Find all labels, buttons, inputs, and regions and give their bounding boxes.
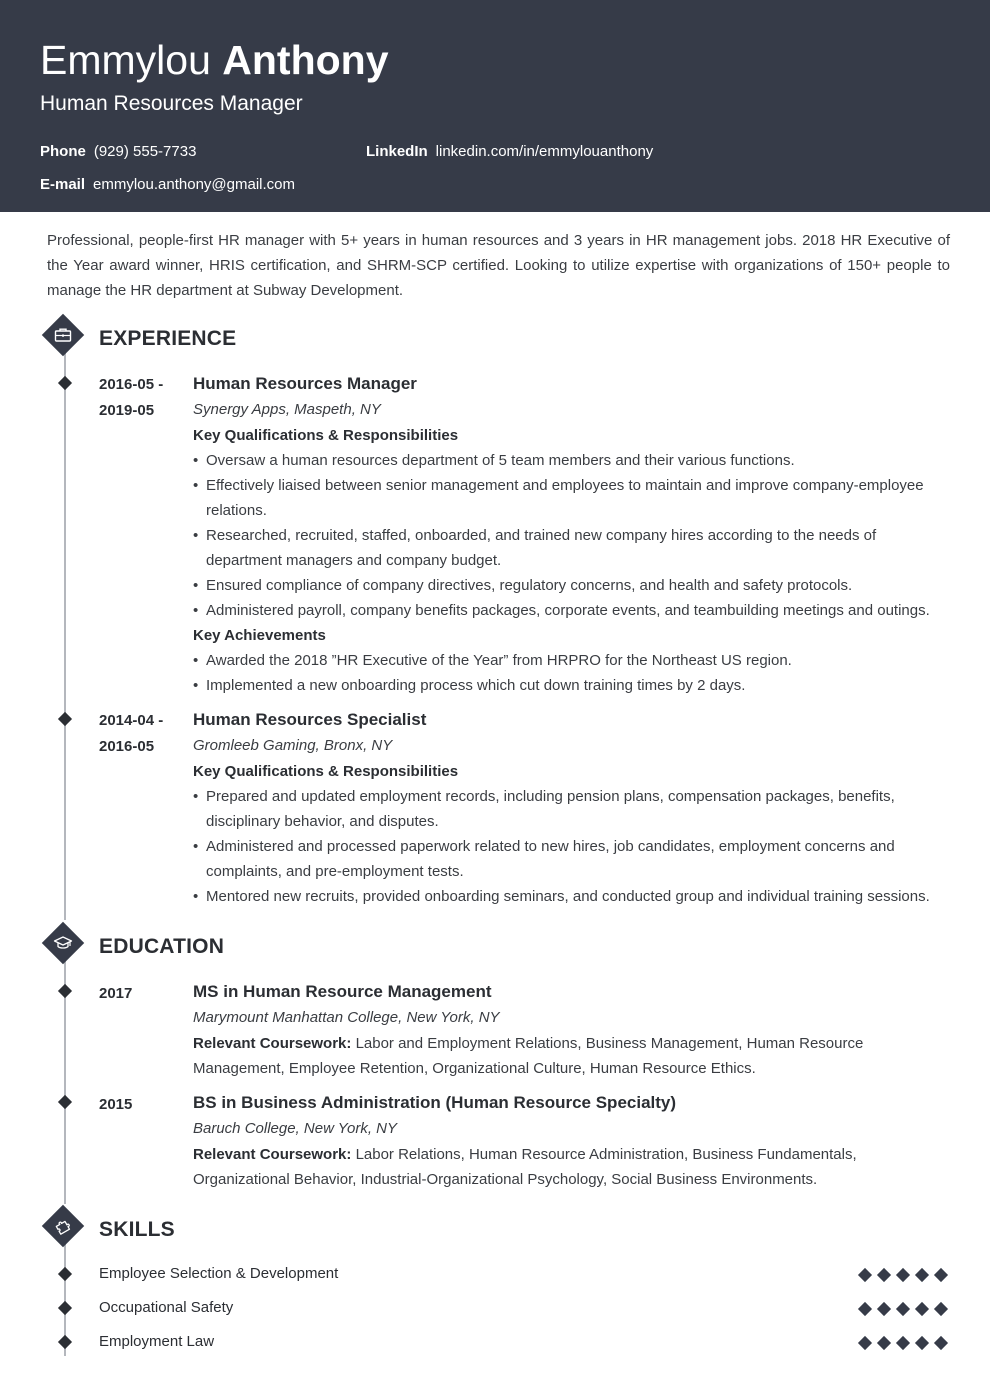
- responsibilities-heading: Key Qualifications & Responsibilities: [193, 763, 459, 780]
- briefcase-icon: [53, 325, 73, 345]
- job-title: Human Resources Specialist: [193, 710, 427, 729]
- rating-diamond: [858, 1302, 872, 1316]
- date-end: 2019-05: [99, 402, 155, 419]
- date-end: 2016-05: [99, 738, 155, 755]
- timeline-marker: [58, 1267, 72, 1281]
- linkedin-label: LinkedIn: [366, 143, 428, 160]
- email-label: E-mail: [40, 176, 86, 193]
- contact-linkedin: [366, 142, 653, 162]
- rating-diamond: [858, 1268, 872, 1282]
- contact-email: [40, 175, 295, 195]
- school: Baruch College, New York, NY: [193, 1120, 397, 1137]
- coursework: [193, 1031, 950, 1081]
- list-item: • Ensured compliance of company directives, regulatory concerns, and health and safety protocols.: [193, 573, 950, 598]
- list-item: • Researched, recruited, staffed, onboarded, and trained new company hires according to the needs of department managers and company budget.: [193, 523, 950, 573]
- education-year: 2015: [99, 1096, 133, 1113]
- timeline-marker: [58, 712, 72, 726]
- job-title: Human Resources Manager: [40, 92, 303, 115]
- rating-diamond: [877, 1302, 891, 1316]
- education-entry: [193, 979, 950, 1081]
- rating-diamond: [915, 1268, 929, 1282]
- timeline-marker: [58, 1335, 72, 1349]
- rating-diamond: [896, 1268, 910, 1282]
- first-name: Emmylou: [40, 37, 211, 83]
- degree: MS in Human Resource Management: [193, 982, 492, 1001]
- company: Synergy Apps, Maspeth, NY: [193, 401, 381, 418]
- rating-diamond: [858, 1336, 872, 1350]
- job-dates: [99, 372, 179, 424]
- graduation-cap-icon: [53, 933, 73, 953]
- job-title: Human Resources Manager: [193, 374, 417, 393]
- timeline-marker: [58, 1301, 72, 1315]
- contact-phone: [40, 142, 196, 162]
- rating-diamond: [934, 1302, 948, 1316]
- job-entry: [193, 707, 950, 909]
- timeline-marker: [58, 984, 72, 998]
- experience-timeline-line: [64, 352, 66, 920]
- education-section-icon: [48, 928, 82, 962]
- list-item: • Mentored new recruits, provided onboarding seminars, and conducted group and individual training sessions.: [193, 884, 950, 909]
- coursework-list: Labor Relations, Human Resource Administration, Business Fundamentals, Organizational Behavior, Industrial-Organizational Psychology, Social Business Environments.: [193, 1146, 857, 1188]
- list-item: • Awarded the 2018 ”HR Executive of the Year” from HRPRO for the Northeast US region.: [193, 648, 950, 673]
- linkedin-link[interactable]: linkedin.com/in/emmylouanthony: [435, 143, 654, 160]
- coursework-list: Labor and Employment Relations, Business Management, Human Resource Management, Employee Retention, Organizational Culture, Human Resource Ethics.: [193, 1035, 864, 1077]
- job-entry: [193, 371, 950, 698]
- list-item: • Implemented a new onboarding process which cut down training times by 2 days.: [193, 673, 950, 698]
- experience-section-icon: [48, 320, 82, 354]
- responsibilities-list: [193, 448, 950, 623]
- rating-diamond: [934, 1336, 948, 1350]
- skill-name: Occupational Safety: [99, 1299, 234, 1316]
- rating-diamond: [934, 1268, 948, 1282]
- responsibilities-list: [193, 784, 950, 909]
- rating-diamond: [896, 1336, 910, 1350]
- list-item: • Administered and processed paperwork related to new hires, job candidates, employment concerns and complaints, and pre-employment tests.: [193, 834, 950, 884]
- date-start: 2014-04 -: [99, 712, 164, 729]
- degree: BS in Business Administration (Human Resource Specialty): [193, 1093, 677, 1112]
- skill-rating: [858, 1268, 948, 1282]
- list-item: • Effectively liaised between senior management and employees to maintain and improve company-employee relations.: [193, 473, 950, 523]
- skills-heading: SKILLS: [99, 1218, 175, 1241]
- experience-heading: EXPERIENCE: [99, 327, 237, 350]
- school: Marymount Manhattan College, New York, NY: [193, 1009, 500, 1026]
- rating-diamond: [915, 1336, 929, 1350]
- phone-label: Phone: [40, 143, 86, 160]
- list-item: • Administered payroll, company benefits packages, corporate events, and teambuilding meetings and outings.: [193, 598, 950, 623]
- list-item: • Oversaw a human resources department of 5 team members and their various functions.: [193, 448, 950, 473]
- achievements-list: [193, 648, 950, 698]
- rating-diamond: [896, 1302, 910, 1316]
- job-dates: [99, 708, 179, 760]
- timeline-marker: [58, 376, 72, 390]
- coursework-label: Relevant Coursework:: [193, 1146, 352, 1163]
- puzzle-piece-icon: [53, 1216, 73, 1236]
- rating-diamond: [877, 1268, 891, 1282]
- candidate-name: [40, 36, 389, 84]
- resume-header: [0, 0, 990, 212]
- last-name: Anthony: [222, 37, 389, 83]
- email-link[interactable]: emmylou.anthony@gmail.com: [93, 176, 295, 193]
- responsibilities-heading: Key Qualifications & Responsibilities: [193, 427, 459, 444]
- skill-rating: [858, 1336, 948, 1350]
- skill-name: Employment Law: [99, 1333, 215, 1350]
- phone-value: (929) 555-7733: [93, 143, 197, 160]
- coursework-label: Relevant Coursework:: [193, 1035, 352, 1052]
- achievements-heading: Key Achievements: [193, 627, 326, 644]
- timeline-marker: [58, 1095, 72, 1109]
- rating-diamond: [915, 1302, 929, 1316]
- education-entry: [193, 1090, 950, 1192]
- coursework: [193, 1142, 950, 1192]
- skill-name: Employee Selection & Development: [99, 1265, 339, 1282]
- education-heading: EDUCATION: [99, 935, 225, 958]
- profile-summary: Professional, people-first HR manager with 5+ years in human resources and 3 years in HR management jobs. 2018 HR Executive of the Year award winner, HRIS certification, and SHRM-SCP certified. Looking to utilize expertise with organizations of 150+ people to manage the HR department at Subway Development.: [47, 232, 950, 299]
- rating-diamond: [877, 1336, 891, 1350]
- company: Gromleeb Gaming, Bronx, NY: [193, 737, 393, 754]
- skill-rating: [858, 1302, 948, 1316]
- list-item: • Prepared and updated employment records, including pension plans, compensation packages, benefits, disciplinary behavior, and disputes.: [193, 784, 950, 834]
- date-start: 2016-05 -: [99, 376, 164, 393]
- education-year: 2017: [99, 985, 133, 1002]
- skills-section-icon: [48, 1211, 82, 1245]
